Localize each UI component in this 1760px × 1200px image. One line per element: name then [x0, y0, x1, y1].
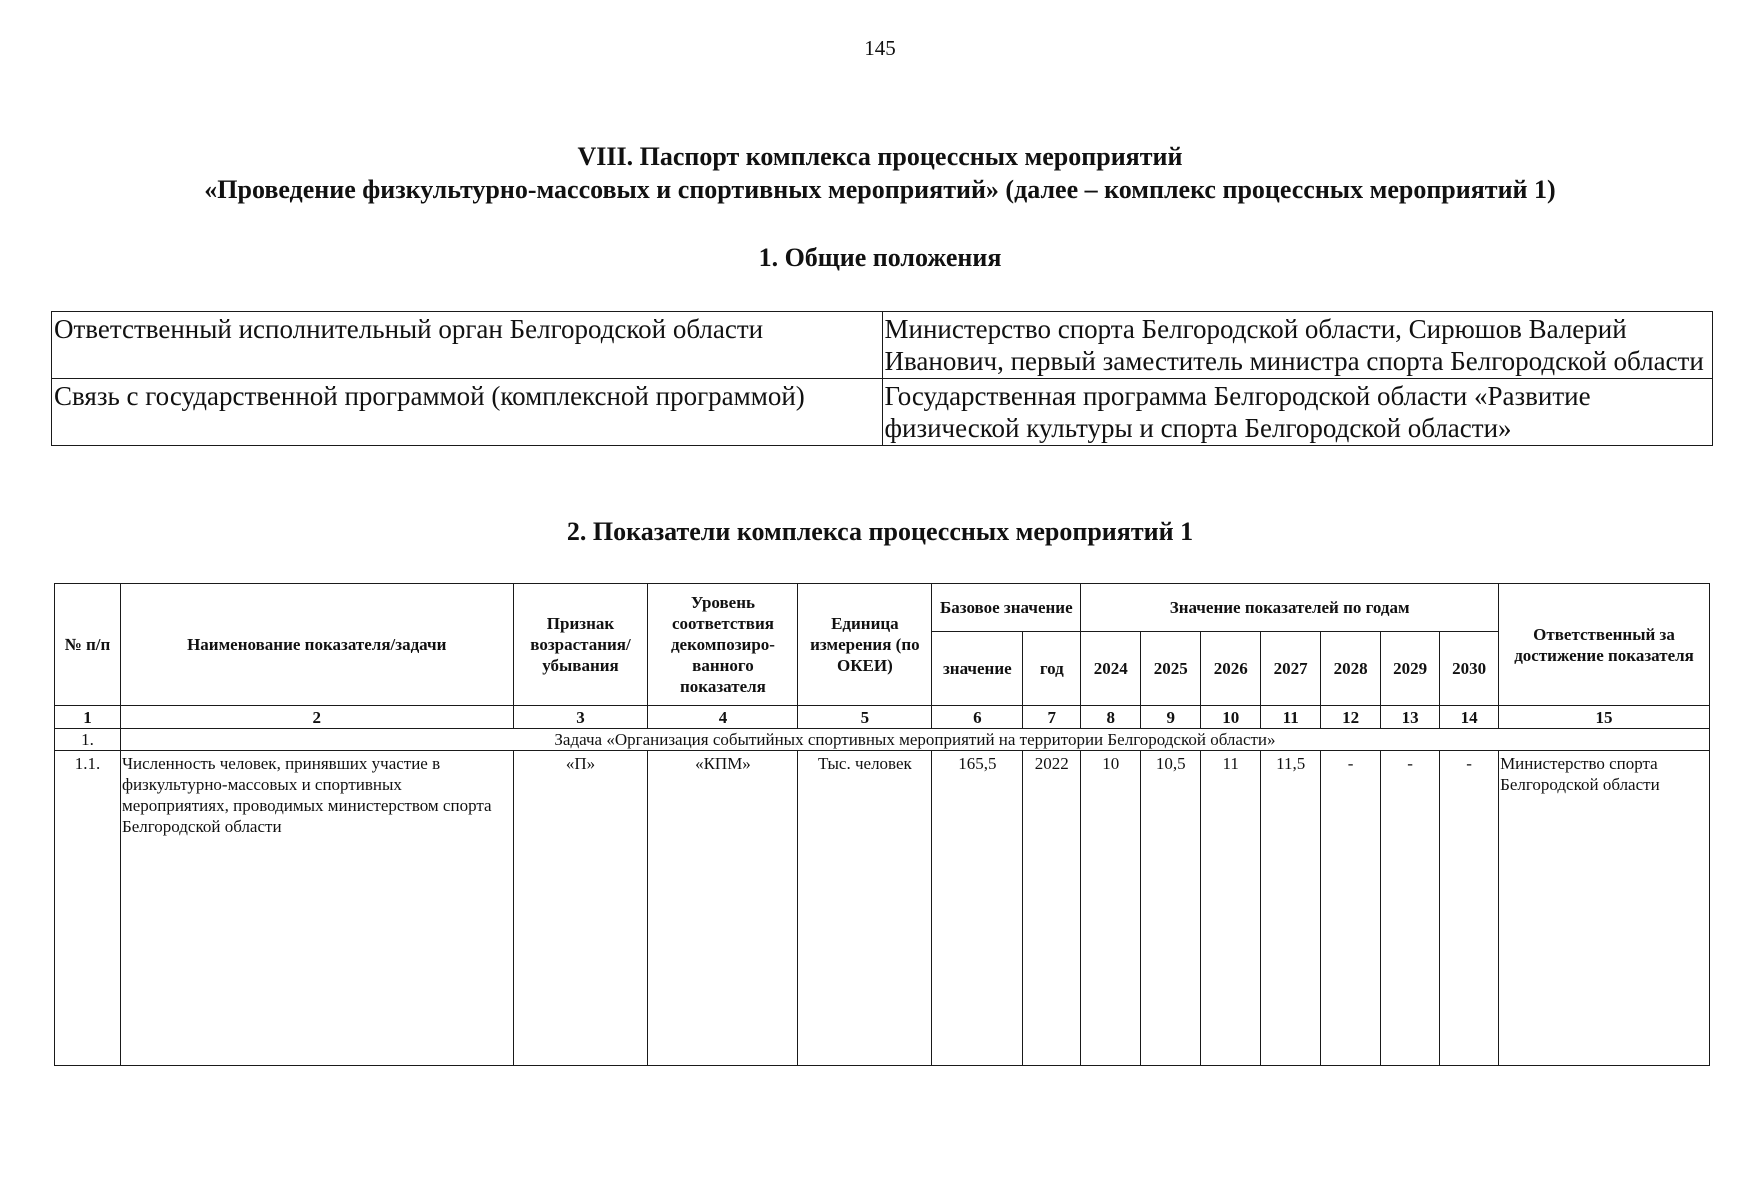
responsible-body-label: Ответственный исполнительный орган Белгородской области: [52, 312, 883, 379]
task-number: 1.: [55, 729, 121, 751]
header-year-2029: 2029: [1381, 632, 1440, 706]
program-link-value: Государственная программа Белгородской области «Развитие физической культуры и спорта Белгородской области»: [882, 379, 1713, 446]
title-line-2: «Проведение физкультурно-массовых и спортивных мероприятий» (далее – комплекс процессных мероприятий 1): [204, 175, 1556, 204]
table-row: [52, 379, 1713, 446]
header-year-2027: 2027: [1261, 632, 1321, 706]
column-number: 11: [1261, 706, 1321, 729]
column-number: 9: [1141, 706, 1201, 729]
document-title: [0, 140, 1760, 206]
column-number: 15: [1499, 706, 1710, 729]
column-number: 13: [1381, 706, 1440, 729]
column-number: 1: [55, 706, 121, 729]
task-row: [55, 729, 1710, 751]
column-number: 7: [1023, 706, 1081, 729]
title-line-1: VIII. Паспорт комплекса процессных мероприятий: [577, 142, 1183, 171]
responsible-organization: Министерство спорта Белгородской области: [1499, 751, 1710, 1066]
header-year-2024: 2024: [1081, 632, 1141, 706]
general-provisions-table: [51, 311, 1713, 446]
header-year-2026: 2026: [1201, 632, 1261, 706]
header-unit: Единица измерения (по ОКЕИ): [798, 584, 932, 706]
value-2029: -: [1381, 751, 1440, 1066]
base-year: 2022: [1023, 751, 1081, 1066]
column-number: 4: [648, 706, 798, 729]
indicator-sign: «П»: [513, 751, 648, 1066]
header-responsible: Ответственный за достижение показателя: [1499, 584, 1710, 706]
header-year-2030: 2030: [1440, 632, 1499, 706]
table-row: [55, 751, 1710, 1066]
section-2-title: 2. Показатели комплекса процессных мероприятий 1: [566, 517, 1194, 546]
value-2026: 11: [1201, 751, 1261, 1066]
header-years-group: Значение показателей по годам: [1081, 584, 1499, 632]
column-number-row: [55, 706, 1710, 729]
indicator-name: Численность человек, принявших участие в физкультурно-массовых и спортивных мероприятиях, проводимых министерством спорта Белгородской области: [120, 751, 513, 1066]
header-base: Базовое значение: [932, 584, 1081, 632]
value-2030: -: [1440, 751, 1499, 1066]
section-1-title: 1. Общие положения: [758, 243, 1002, 272]
base-value: 165,5: [932, 751, 1023, 1066]
column-number: 6: [932, 706, 1023, 729]
column-number: 12: [1321, 706, 1381, 729]
row-number: 1.1.: [55, 751, 121, 1066]
indicator-unit: Тыс. человек: [798, 751, 932, 1066]
responsible-body-value: Министерство спорта Белгородской области, Сирюшов Валерий Иванович, первый заместитель министра спорта Белгородской области: [882, 312, 1713, 379]
header-year-2025: 2025: [1141, 632, 1201, 706]
value-2028: -: [1321, 751, 1381, 1066]
header-base-year: год: [1023, 632, 1081, 706]
header-name: Наименование показателя/задачи: [120, 584, 513, 706]
column-number: 2: [120, 706, 513, 729]
header-num: № п/п: [55, 584, 121, 706]
header-base-value: значение: [932, 632, 1023, 706]
header-row: [55, 584, 1710, 632]
indicator-level: «КПМ»: [648, 751, 798, 1066]
column-number: 3: [513, 706, 648, 729]
column-number: 10: [1201, 706, 1261, 729]
value-2025: 10,5: [1141, 751, 1201, 1066]
header-year-2028: 2028: [1321, 632, 1381, 706]
column-number: 5: [798, 706, 932, 729]
column-number: 8: [1081, 706, 1141, 729]
indicators-table: [54, 583, 1710, 1066]
header-level: Уровень соответствия декомпозиро-ванного показателя: [648, 584, 798, 706]
value-2027: 11,5: [1261, 751, 1321, 1066]
program-link-label: Связь с государственной программой (комплексной программой): [52, 379, 883, 446]
table-row: [52, 312, 1713, 379]
value-2024: 10: [1081, 751, 1141, 1066]
page-number: 145: [864, 36, 896, 60]
task-text: Задача «Организация событийных спортивных мероприятий на территории Белгородской области»: [120, 729, 1709, 751]
header-sign: Признак возрастания/ убывания: [513, 584, 648, 706]
column-number: 14: [1440, 706, 1499, 729]
